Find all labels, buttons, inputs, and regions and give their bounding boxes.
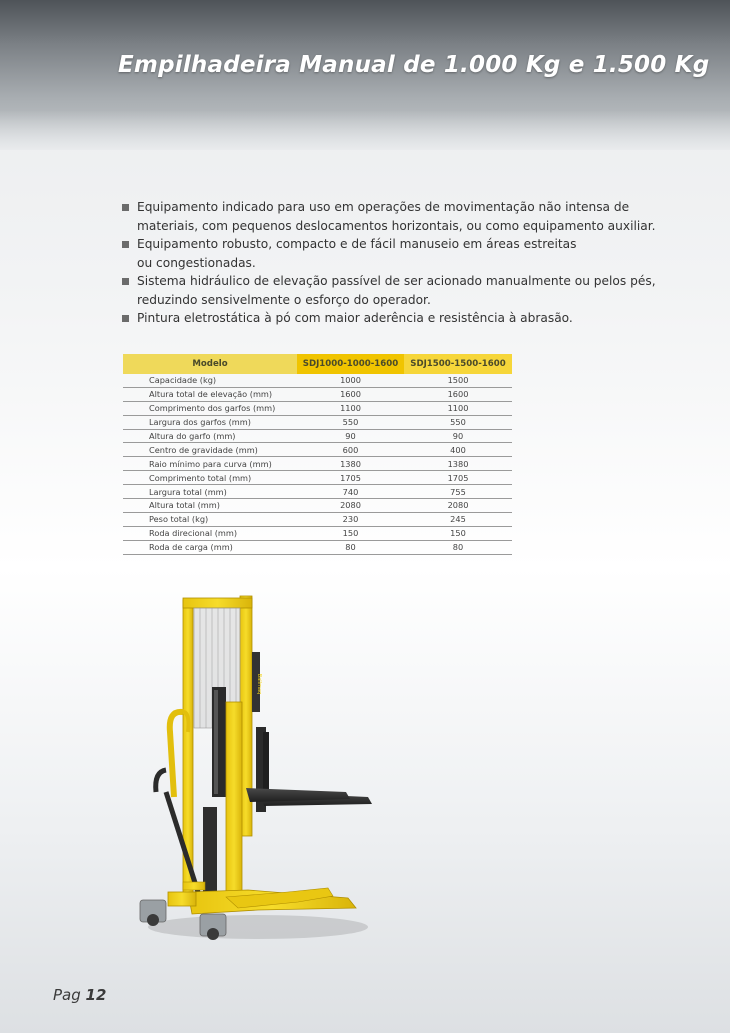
page-title: Empilhadeira Manual de 1.000 Kg e 1.500 Kg bbox=[118, 52, 710, 78]
spec-label: Raio mínimo para curva (mm) bbox=[123, 457, 297, 471]
spec-value: 80 bbox=[297, 540, 404, 554]
spec-label: Capacidade (kg) bbox=[123, 374, 297, 387]
spec-label: Altura total (mm) bbox=[123, 499, 297, 513]
spec-value: 550 bbox=[297, 415, 404, 429]
table-row bbox=[123, 401, 512, 415]
table-row bbox=[123, 443, 512, 457]
feature-line: ou congestionadas. bbox=[137, 255, 256, 270]
table-row bbox=[123, 415, 512, 429]
feature-line: materiais, com pequenos deslocamentos horizontais, ou como equipamento auxiliar. bbox=[137, 218, 656, 233]
column-header-model: Modelo bbox=[123, 354, 297, 374]
spec-value: 600 bbox=[297, 443, 404, 457]
spec-value: 90 bbox=[404, 429, 512, 443]
table-row bbox=[123, 387, 512, 401]
page-number: 12 bbox=[85, 986, 107, 1004]
spec-label: Largura dos garfos (mm) bbox=[123, 415, 297, 429]
spec-label: Comprimento dos garfos (mm) bbox=[123, 401, 297, 415]
feature-line: Equipamento indicado para uso em operações de movimentação não intensa de bbox=[137, 200, 630, 214]
brand-label: Ballmaq bbox=[256, 673, 262, 695]
feature-line: Sistema hidráulico de elevação passível de ser acionado manualmente ou pelos pés, bbox=[137, 274, 656, 288]
table-row bbox=[123, 512, 512, 526]
spec-value: 1705 bbox=[404, 471, 512, 485]
spec-label: Largura total (mm) bbox=[123, 485, 297, 499]
feature-item bbox=[120, 309, 620, 328]
spec-value: 2080 bbox=[404, 499, 512, 513]
spec-value: 150 bbox=[297, 526, 404, 540]
bullet-square-icon bbox=[122, 204, 129, 211]
feature-item bbox=[120, 272, 656, 309]
page-footer bbox=[53, 986, 106, 1004]
spec-label: Altura total de elevação (mm) bbox=[123, 387, 297, 401]
spec-label: Roda de carga (mm) bbox=[123, 540, 297, 554]
product-image bbox=[128, 592, 378, 952]
manual-stacker-illustration-icon bbox=[128, 592, 378, 952]
spec-value: 150 bbox=[404, 526, 512, 540]
spec-value: 1000 bbox=[297, 374, 404, 387]
bullet-square-icon bbox=[122, 241, 129, 248]
table-row bbox=[123, 485, 512, 499]
feature-item bbox=[120, 235, 620, 272]
spec-value: 550 bbox=[404, 415, 512, 429]
table-row bbox=[123, 457, 512, 471]
table-row bbox=[123, 471, 512, 485]
spec-value: 245 bbox=[404, 512, 512, 526]
feature-item bbox=[120, 198, 656, 235]
column-header-sdj1000: SDJ1000-1000-1600 bbox=[297, 354, 404, 374]
spec-value: 230 bbox=[297, 512, 404, 526]
spec-value: 1380 bbox=[404, 457, 512, 471]
table-row bbox=[123, 499, 512, 513]
spec-value: 1600 bbox=[297, 387, 404, 401]
spec-value: 1500 bbox=[404, 374, 512, 387]
table-row bbox=[123, 540, 512, 554]
bullet-square-icon bbox=[122, 315, 129, 322]
spec-label: Centro de gravidade (mm) bbox=[123, 443, 297, 457]
page-label: Pag bbox=[53, 986, 81, 1004]
spec-value: 90 bbox=[297, 429, 404, 443]
table-row bbox=[123, 526, 512, 540]
column-header-sdj1500: SDJ1500-1500-1600 bbox=[404, 354, 512, 374]
spec-label: Comprimento total (mm) bbox=[123, 471, 297, 485]
spec-table bbox=[123, 354, 512, 555]
feature-line: Pintura eletrostática à pó com maior aderência e resistência à abrasão. bbox=[137, 311, 573, 325]
spec-value: 740 bbox=[297, 485, 404, 499]
spec-label: Roda direcional (mm) bbox=[123, 526, 297, 540]
spec-value: 80 bbox=[404, 540, 512, 554]
spec-value: 755 bbox=[404, 485, 512, 499]
spec-value: 2080 bbox=[297, 499, 404, 513]
spec-value: 400 bbox=[404, 443, 512, 457]
spec-label: Altura do garfo (mm) bbox=[123, 429, 297, 443]
spec-label: Peso total (kg) bbox=[123, 512, 297, 526]
feature-list bbox=[120, 198, 656, 328]
table-row bbox=[123, 374, 512, 387]
bullet-square-icon bbox=[122, 278, 129, 285]
spec-value: 1705 bbox=[297, 471, 404, 485]
feature-line: Equipamento robusto, compacto e de fácil manuseio em áreas estreitas bbox=[137, 237, 577, 251]
table-row bbox=[123, 429, 512, 443]
spec-value: 1100 bbox=[297, 401, 404, 415]
spec-value: 1380 bbox=[297, 457, 404, 471]
feature-line: reduzindo sensivelmente o esforço do operador. bbox=[137, 292, 431, 307]
spec-value: 1100 bbox=[404, 401, 512, 415]
table-header-row bbox=[123, 354, 512, 374]
spec-value: 1600 bbox=[404, 387, 512, 401]
